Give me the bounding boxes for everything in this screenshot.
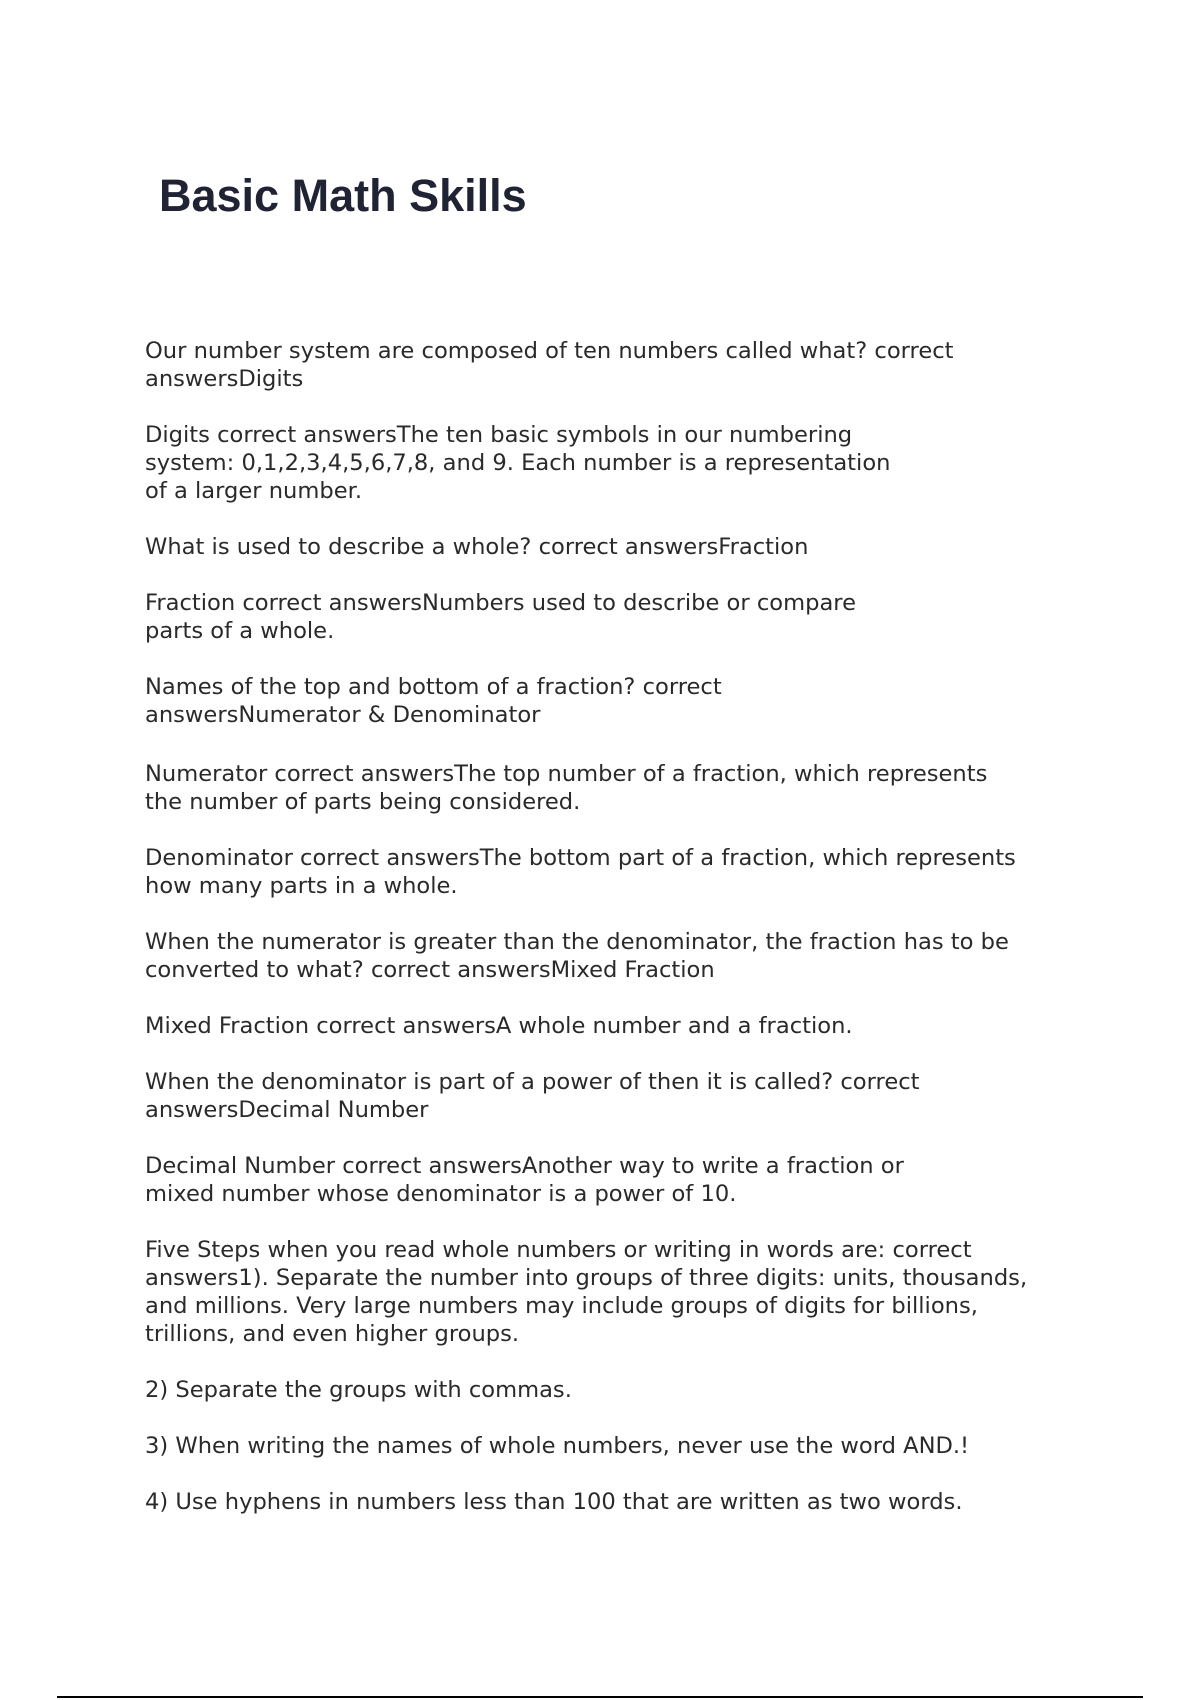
paragraph-decimal-definition: Decimal Number correct answersAnother way to write a fraction or mixed number whose denominator is a power of 10. bbox=[145, 1153, 904, 1207]
paragraph-digits-question: Our number system are composed of ten numbers called what? correct answersDigits bbox=[145, 338, 954, 392]
paragraph-fraction-definition: Fraction correct answersNumbers used to describe or compare parts of a whole. bbox=[145, 590, 856, 644]
paragraph-mixed-fraction-definition: Mixed Fraction correct answersA whole number and a fraction. bbox=[145, 1013, 853, 1039]
page-title: Basic Math Skills bbox=[159, 170, 527, 221]
paragraph-numerator-definition: Numerator correct answersThe top number of a fraction, which represents the number of parts being considered. bbox=[145, 761, 988, 815]
paragraph-five-steps: Five Steps when you read whole numbers or writing in words are: correct answers1). Separate the number into groups of three digits: units, thousands, and millions. Very large numbers may include groups of digits for billions, trillions, and even higher groups. bbox=[145, 1237, 1028, 1347]
paragraph-step-3: 3) When writing the names of whole numbers, never use the word AND.! bbox=[145, 1433, 970, 1459]
paragraph-digits-definition: Digits correct answersThe ten basic symbols in our numbering system: 0,1,2,3,4,5,6,7,8, and 9. Each number is a representation of a larger number. bbox=[145, 422, 891, 504]
footer-divider bbox=[57, 1696, 1143, 1698]
paragraph-step-4: 4) Use hyphens in numbers less than 100 that are written as two words. bbox=[145, 1489, 963, 1515]
paragraph-decimal-question: When the denominator is part of a power of then it is called? correct answersDecimal Number bbox=[145, 1069, 920, 1123]
paragraph-denominator-definition: Denominator correct answersThe bottom part of a fraction, which represents how many parts in a whole. bbox=[145, 845, 1016, 899]
paragraph-fraction-question: What is used to describe a whole? correct answersFraction bbox=[145, 534, 809, 560]
document-body bbox=[145, 337, 1095, 1516]
paragraph-mixed-fraction-question: When the numerator is greater than the denominator, the fraction has to be converted to what? correct answersMixed Fraction bbox=[145, 929, 1009, 983]
paragraph-fraction-parts-question: Names of the top and bottom of a fraction? correct answersNumerator & Denominator bbox=[145, 674, 722, 728]
paragraph-step-2: 2) Separate the groups with commas. bbox=[145, 1377, 572, 1403]
